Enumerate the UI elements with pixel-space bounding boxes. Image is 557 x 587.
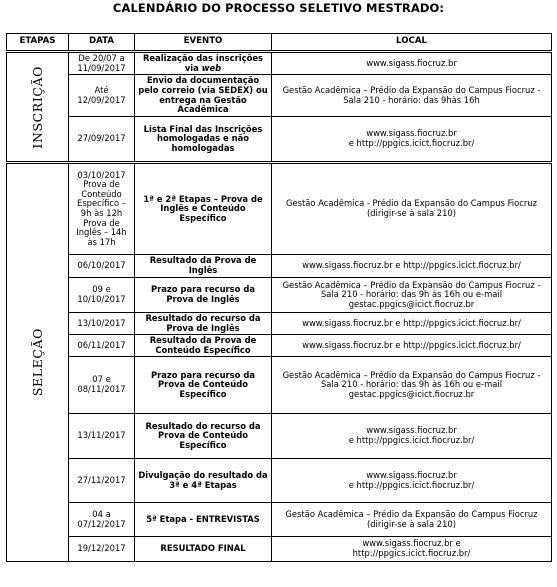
table-row [7, 503, 552, 537]
stage-label: INSCRIÇÃO [29, 65, 45, 149]
row-location: Gestão Acadêmica – Prédio da Expansão do Campus Fiocruz - Sala 210 - horário: das 9h às 16h ou e-mail gestac.ppgics@icict.fiocruz.br [272, 357, 552, 414]
table-row [7, 313, 552, 335]
row-date: 09 e 10/10/2017 [69, 278, 135, 313]
table-header-row [7, 34, 552, 52]
row-event: 1ª e 2ª Etapas – Prova de Inglês e Conteúdo Específico [135, 163, 272, 255]
table-row [7, 117, 552, 163]
table-row [7, 278, 552, 313]
table-row [7, 335, 552, 357]
row-location: www.sigass.fiocruz.br e http://ppgics.icict.fiocruz.br/ [272, 414, 552, 459]
row-location: www.sigass.fiocruz.br e http://ppgics.icict.fiocruz.br/ [272, 537, 552, 562]
row-location: www.sigass.fiocruz.br e http://ppgics.icict.fiocruz.br/ [272, 459, 552, 503]
table-row [7, 537, 552, 562]
row-location: www.sigass.fiocruz.br [272, 52, 552, 75]
row-location: Gestão Acadêmica - Prédio da Expansão do Campus Fiocruz (dirigir-se à sala 210) [272, 163, 552, 255]
stage-inscricao [7, 52, 69, 163]
row-date: 13/11/2017 [69, 414, 135, 459]
row-location: Gestão Acadêmica – Prédio da Expansão do Campus Fiocruz - Sala 210 - horário: das 9hàs 16h [272, 75, 552, 117]
row-location: www.sigass.fiocruz.br e http://ppgics.icict.fiocruz.br/ [272, 335, 552, 357]
row-date: 27/09/2017 [69, 117, 135, 163]
row-event: Lista Final das Inscrições homologadas e não homologadas [135, 117, 272, 163]
row-date: 19/12/2017 [69, 537, 135, 562]
row-event: Resultado do recurso da Prova de Conteúdo Específico [135, 414, 272, 459]
row-date: 06/11/2017 [69, 335, 135, 357]
table-row [7, 52, 552, 75]
table-row [7, 357, 552, 414]
row-event: Envio da documentação pelo correio (via SEDEX) ou entrega na Gestão Acadêmica [135, 75, 272, 117]
header-local: LOCAL [272, 34, 552, 52]
row-date: 27/11/2017 [69, 459, 135, 503]
row-event: Resultado do recurso da Prova de Inglês [135, 313, 272, 335]
page-title: CALENDÁRIO DO PROCESSO SELETIVO MESTRADO: [112, 1, 445, 15]
table-row [7, 255, 552, 278]
row-event: Divulgação do resultado da 3ª e 4ª Etapas [135, 459, 272, 503]
row-location: Gestão Acadêmica – Prédio da Expansão do Campus Fiocruz (dirigir-se à sala 210) [272, 503, 552, 537]
row-date: 06/10/2017 [69, 255, 135, 278]
row-event: 5ª Etapa - ENTREVISTAS [135, 503, 272, 537]
table-row [7, 75, 552, 117]
table-row [7, 414, 552, 459]
calendar-table [6, 33, 552, 562]
row-event: Resultado da Prova de Conteúdo Específico [135, 335, 272, 357]
header-data: DATA [69, 34, 135, 52]
header-evento: EVENTO [135, 34, 272, 52]
row-event: Prazo para recurso da Prova de Conteúdo Específico [135, 357, 272, 414]
row-event: RESULTADO FINAL [135, 537, 272, 562]
row-date: 03/10/2017 Prova de Conteúdo Específico – 9h às 12h Prova de Inglês – 14h às 17h [69, 163, 135, 255]
table-row [7, 163, 552, 255]
table-row [7, 459, 552, 503]
row-event: Realização das inscrições via web [135, 52, 272, 75]
row-date: 04 a 07/12/2017 [69, 503, 135, 537]
row-location: www.sigass.fiocruz.br e http://ppgics.icict.fiocruz.br/ [272, 117, 552, 163]
row-location: www.sigass.fiocruz.br e http://ppgics.icict.fiocruz.br/ [272, 255, 552, 278]
stage-label: SELEÇÃO [29, 328, 45, 397]
row-event: Resultado da Prova de Inglês [135, 255, 272, 278]
row-date: Até 12/09/2017 [69, 75, 135, 117]
web-emphasis: web [201, 62, 222, 73]
stage-selecao [7, 163, 69, 562]
header-etapas: ETAPAS [7, 34, 69, 52]
row-date: De 20/07 a 11/09/2017 [69, 52, 135, 75]
row-date: 13/10/2017 [69, 313, 135, 335]
row-event: Prazo para recurso da Prova de Inglês [135, 278, 272, 313]
row-date: 07 e 08/11/2017 [69, 357, 135, 414]
row-location: Gestão Acadêmica – Prédio da Expansão do Campus Fiocruz - Sala 210 - horário: das 9h às 16h ou e-mail gestac.ppgics@icict.fiocruz.br [272, 278, 552, 313]
row-location: www.sigass.fiocruz.br e http://ppgics.icict.fiocruz.br/ [272, 313, 552, 335]
